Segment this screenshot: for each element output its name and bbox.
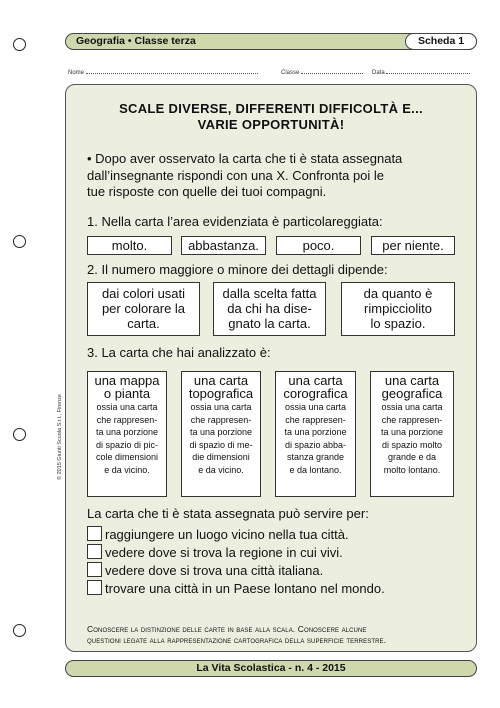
binder-hole-2 — [13, 235, 26, 248]
footer-bar: La Vita Scolastica - n. 4 - 2015 — [65, 660, 477, 677]
checkbox[interactable] — [87, 526, 102, 541]
name-field[interactable]: Nome — [68, 68, 258, 76]
binder-hole-1 — [13, 38, 26, 51]
question-4: La carta che ti è stata assegnata può servire per: — [87, 506, 369, 521]
q4-option-3[interactable]: vedere dove si trova una città italiana. — [87, 562, 323, 579]
q1-option-per-niente[interactable]: per niente. — [371, 236, 455, 255]
q2-option-colori[interactable]: dai colori usati per colorare la carta. — [87, 282, 200, 336]
q1-option-poco[interactable]: poco. — [276, 236, 361, 255]
q2-option-scelta[interactable]: dalla scelta fatta da chi ha dise- gnato la carta. — [213, 282, 326, 336]
question-3: 3. La carta che hai analizzato è: — [87, 345, 271, 360]
checkbox[interactable] — [87, 544, 102, 559]
q4-option-2[interactable]: vedere dove si trova la regione in cui vivi. — [87, 544, 343, 561]
copyright-text: © 2015 Giunti Scuola S.r.l., Firenze — [57, 394, 63, 480]
subject-title: Geografia • Classe terza — [76, 35, 196, 47]
instructions: • Dopo aver osservato la carta che ti è stata assegnata dall’insegnante rispondi con una X. Confronta poi le tue risposte con quelle dei tuoi compagni. — [87, 151, 403, 199]
q2-option-rimpicciolito[interactable]: da quanto è rimpicciolito lo spazio. — [341, 282, 455, 336]
q3-card-geografica[interactable]: una carta geografica ossia una carta che rappresen- ta una porzione di spazio molto grande e da molto lontano. — [370, 371, 454, 497]
header-bar — [65, 33, 477, 50]
page-title: SCALE DIVERSE, DIFFERENTI DIFFICOLTÀ E... VARIE OPPORTUNITÀ! — [119, 101, 423, 132]
q3-card-corografica[interactable]: una carta corografica ossia una carta che rappresen- ta una porzione di spazio abba- stanza grande e da lontano. — [275, 371, 356, 497]
q1-option-abbastanza[interactable]: abbastanza. — [181, 236, 266, 255]
date-field[interactable]: Data — [372, 68, 470, 76]
q1-option-molto[interactable]: molto. — [87, 236, 172, 255]
q4-option-4[interactable]: trovare una città in un Paese lontano nel mondo. — [87, 580, 385, 597]
question-1: 1. Nella carta l’area evidenziata è particolareggiata: — [87, 214, 383, 229]
checkbox[interactable] — [87, 580, 102, 595]
worksheet-frame — [65, 84, 477, 652]
sheet-label: Scheda 1 — [405, 33, 477, 50]
learning-goals-note: Conoscere la distinzione delle carte in base alla scala. Conoscere alcune questioni legate alla rappresentazione cartografica della superficie terrestre. — [87, 624, 387, 645]
binder-hole-3 — [13, 428, 26, 441]
checkbox[interactable] — [87, 562, 102, 577]
q3-card-mappa[interactable]: una mappa o pianta ossia una carta che rappresen- ta una porzione di spazio di pic- cole dimensioni e da vicino. — [87, 371, 167, 497]
question-2: 2. Il numero maggiore o minore dei dettagli dipende: — [87, 262, 388, 277]
q3-card-topografica[interactable]: una carta topografica ossia una carta che rappresen- ta una porzione di spazio di me- die dimensioni e da vicino. — [181, 371, 261, 497]
q4-option-1[interactable]: raggiungere un luogo vicino nella tua città. — [87, 526, 349, 543]
class-field[interactable]: Classe — [281, 68, 363, 76]
binder-hole-4 — [13, 624, 26, 637]
